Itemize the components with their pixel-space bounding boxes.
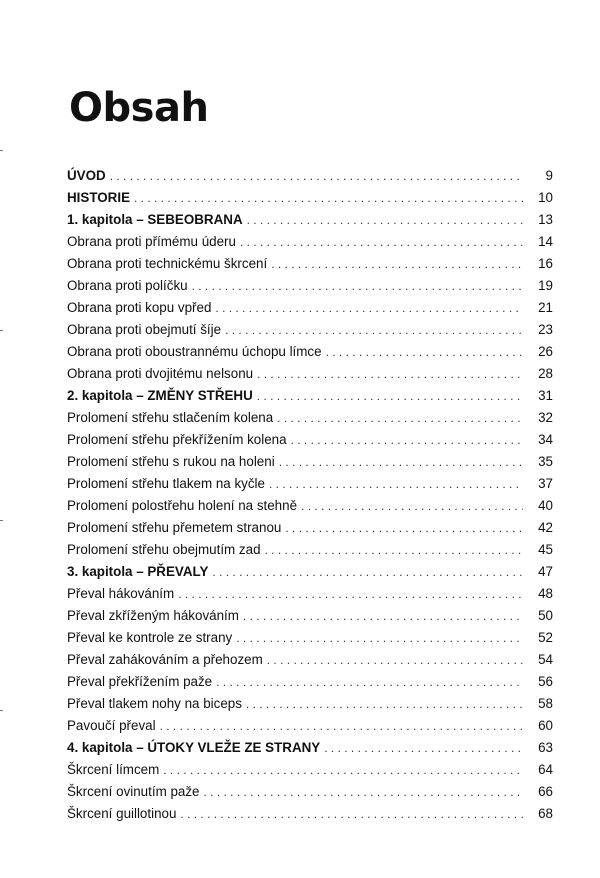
toc-entry-page: 13 [538,212,553,227]
toc-entry-page: 56 [538,674,553,689]
toc-entry [67,495,553,517]
toc-entry [67,715,553,737]
toc-leader-dots [291,429,523,451]
toc-leader-dots [301,495,523,517]
toc-leader-dots [271,253,523,275]
page-title: Obsah [69,85,209,131]
toc-leader-dots [110,165,523,187]
toc-entry-page: 50 [538,608,553,623]
toc-entry [67,451,553,473]
toc-leader-dots [212,561,523,583]
toc-entry-label: 2. kapitola – ZMĚNY STŘEHU [67,388,253,403]
toc-entry [67,473,553,495]
toc-leader-dots [236,627,523,649]
toc-entry [67,187,553,209]
toc-entry [67,363,553,385]
toc-entry [67,297,553,319]
toc-entry-label: Obrana proti kopu vpřed [67,300,212,315]
toc-entry [67,649,553,671]
toc-entry [67,693,553,715]
toc-entry-page: 14 [538,234,553,249]
toc-entry [67,781,553,803]
toc-entry-label: Obrana proti dvojitému nelsonu [67,366,254,381]
toc-entry-page: 40 [538,498,553,513]
toc-leader-dots [246,693,523,715]
toc-entry-page: 32 [538,410,553,425]
toc-entry-label: Škrcení guillotinou [67,806,177,821]
toc-entry-label: Prolomení střehu s rukou na holeni [67,454,275,469]
toc-entry [67,165,553,187]
toc-leader-dots [160,715,523,737]
toc-entry-page: 10 [538,190,553,205]
toc-entry-page: 28 [538,366,553,381]
toc-entry-label: Prolomení střehu obejmutím zad [67,542,261,557]
toc-entry-label: Převal překřížením paže [67,674,213,689]
toc-leader-dots [192,275,523,297]
toc-entry-label: 3. kapitola – PŘEVALY [67,564,209,579]
toc-entry-label: Prolomení střehu stlačením kolena [67,410,274,425]
toc-entry [67,341,553,363]
toc-leader-dots [240,231,523,253]
toc-leader-dots [285,517,523,539]
toc-entry-label: Pavoučí převal [67,718,156,733]
toc-entry-page: 64 [538,762,553,777]
toc-entry-page: 23 [538,322,553,337]
toc-leader-dots [269,473,523,495]
toc-entry-page: 60 [538,718,553,733]
toc-leader-dots [277,407,523,429]
toc-entry-label: Prolomení střehu přemetem stranou [67,520,282,535]
toc-leader-dots [203,781,523,803]
toc-entry [67,385,553,407]
toc-leader-dots [324,737,523,759]
toc-entry-page: 21 [538,300,553,315]
toc-entry [67,671,553,693]
toc-leader-dots [178,583,523,605]
toc-entry-page: 52 [538,630,553,645]
toc-entry-page: 37 [538,476,553,491]
toc-entry [67,737,553,759]
toc-leader-dots [134,187,523,209]
toc-entry-label: Převal zahákováním a přehozem [67,652,263,667]
toc-entry-page: 42 [538,520,553,535]
toc-leader-dots [326,341,523,363]
toc-entry-label: Prolomení polostřehu holení na stehně [67,498,298,513]
toc-entry [67,429,553,451]
toc-entry-page: 26 [538,344,553,359]
toc-entry-page: 66 [538,784,553,799]
toc-entry-label: Obrana proti technickému škrcení [67,256,268,271]
toc-entry-page: 16 [538,256,553,271]
toc-entry-page: 19 [538,278,553,293]
toc-leader-dots [225,319,523,341]
toc-entry-label: Převal hákováním [67,586,175,601]
toc-leader-dots [247,209,523,231]
toc-entry-page: 63 [538,740,553,755]
toc-entry-page: 35 [538,454,553,469]
toc-entry [67,583,553,605]
toc-entry [67,627,553,649]
toc-entry [67,209,553,231]
toc-entry-label: Převal tlakem nohy na biceps [67,696,242,711]
toc-entry-label: Obrana proti přímému úderu [67,234,236,249]
toc-entry-label: Obrana proti oboustrannému úchopu límce [67,344,322,359]
scan-margin-mark [0,150,3,151]
toc-leader-dots [180,803,523,825]
toc-entry-label: Škrcení ovinutím paže [67,784,200,799]
toc-leader-dots [243,605,523,627]
toc-entry-page: 45 [538,542,553,557]
toc-entry-page: 68 [538,806,553,821]
toc-entry-page: 9 [545,168,553,183]
toc-entry-label: 4. kapitola – ÚTOKY VLEŽE ZE STRANY [67,740,321,755]
toc-entry-label: Prolomení střehu překřížením kolena [67,432,287,447]
toc-entry [67,803,553,825]
toc-entry [67,319,553,341]
toc-entry-page: 31 [538,388,553,403]
toc-leader-dots [257,385,523,407]
toc-entry-page: 48 [538,586,553,601]
toc-entry-page: 54 [538,652,553,667]
toc-entry-label: Škrcení límcem [67,762,160,777]
toc-entry [67,517,553,539]
toc-entry [67,231,553,253]
toc-entry [67,253,553,275]
toc-entry [67,561,553,583]
toc-entry-page: 47 [538,564,553,579]
scan-margin-mark [0,710,3,711]
toc-entry-label: HISTORIE [67,190,130,205]
scan-margin-mark [0,520,3,521]
toc-entry-label: 1. kapitola – SEBEOBRANA [67,212,243,227]
toc-entry [67,407,553,429]
toc-entry-page: 34 [538,432,553,447]
toc-leader-dots [265,539,523,561]
toc-entry-label: Převal zkříženým hákováním [67,608,239,623]
toc-leader-dots [279,451,523,473]
toc-entry [67,539,553,561]
table-of-contents [67,165,553,825]
toc-leader-dots [257,363,523,385]
toc-leader-dots [216,671,523,693]
toc-entry-label: Prolomení střehu tlakem na kyčle [67,476,265,491]
toc-entry-label: ÚVOD [67,168,106,183]
toc-leader-dots [163,759,523,781]
toc-leader-dots [267,649,523,671]
toc-entry [67,759,553,781]
toc-entry [67,275,553,297]
toc-entry-label: Obrana proti políčku [67,278,188,293]
scan-margin-mark [0,330,3,331]
toc-leader-dots [215,297,523,319]
toc-entry-label: Převal ke kontrole ze strany [67,630,233,645]
toc-entry-label: Obrana proti obejmutí šíje [67,322,222,337]
toc-entry [67,605,553,627]
toc-entry-page: 58 [538,696,553,711]
